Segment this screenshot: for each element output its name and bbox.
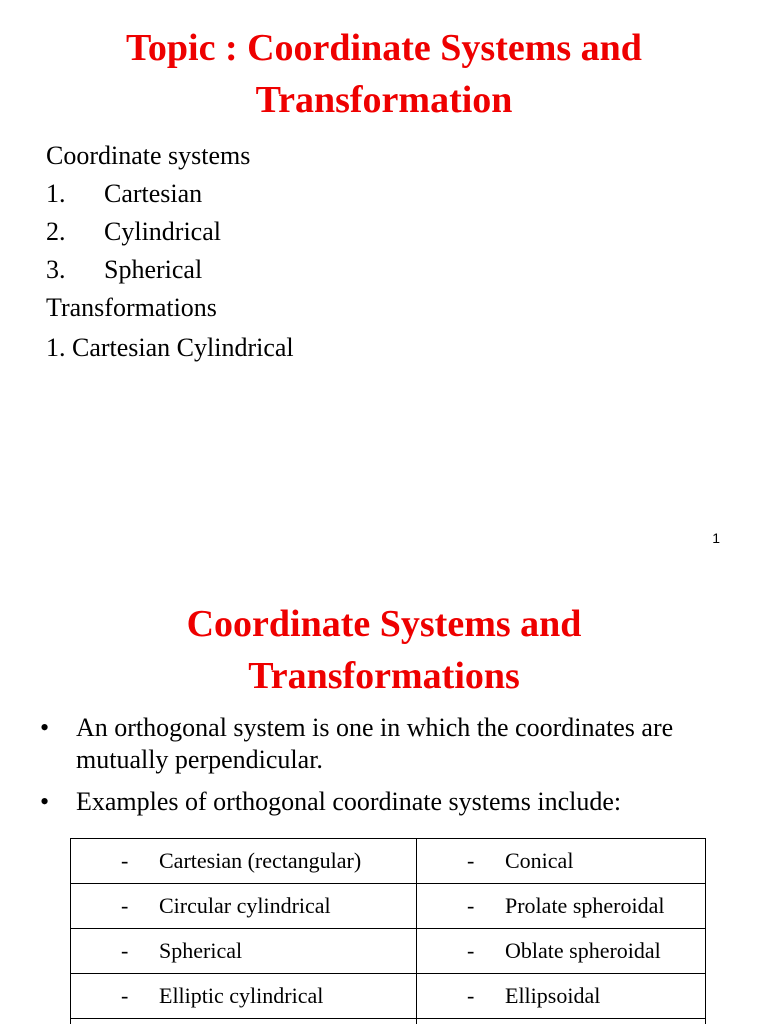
dash-icon: - [121, 938, 129, 963]
table-cell [417, 839, 706, 884]
cell-text: Circular cylindrical [159, 893, 331, 918]
table-cell [417, 974, 706, 1019]
table-row [71, 884, 706, 929]
list-item-number: 1. [46, 179, 66, 208]
dash-icon: - [121, 893, 129, 918]
coordinate-systems-heading: Coordinate systems [46, 141, 251, 170]
list-item-number: 3. [46, 255, 66, 284]
slide-1-title-line: Topic : Coordinate Systems and [126, 27, 642, 69]
dash-icon: - [121, 848, 129, 873]
list-item-label: Cylindrical [104, 217, 221, 246]
list-item-number: 2. [46, 217, 66, 246]
table-row [71, 839, 706, 884]
bullet-icon: • [40, 787, 50, 816]
dash-icon: - [467, 938, 475, 963]
cell-text: Cartesian (rectangular) [159, 848, 362, 873]
slide-2-title-line: Transformations [248, 655, 520, 697]
table-row [71, 1019, 706, 1024]
cell-text: Oblate spheroidal [505, 938, 661, 963]
dash-icon: - [467, 848, 475, 873]
page-number: 1 [712, 530, 720, 546]
bullet-item [40, 786, 740, 818]
bullet-item [40, 712, 740, 776]
bullet-list [40, 712, 740, 828]
transformations-heading: Transformations [46, 293, 217, 322]
slide-1-title [0, 22, 768, 126]
table-cell [417, 884, 706, 929]
table-cell [417, 1019, 706, 1024]
cell-text: Ellipsoidal [505, 983, 601, 1008]
list-item [46, 213, 294, 251]
bullet-text: Examples of orthogonal coordinate systems include: [76, 787, 622, 816]
table-cell [71, 1019, 417, 1024]
slide-2-title-line: Coordinate Systems and [186, 603, 582, 645]
table-cell [71, 839, 417, 884]
dash-icon: - [467, 983, 475, 1008]
bullet-text: An orthogonal system is one in which the coordinates are mutually perpendicular. [76, 713, 674, 774]
dash-icon: - [121, 983, 129, 1008]
slide-2 [0, 576, 768, 1024]
bullet-icon: • [40, 713, 50, 742]
cell-text: Conical [505, 848, 574, 873]
list-item-label: Cartesian [104, 179, 203, 208]
table-cell [417, 929, 706, 974]
table-cell [71, 884, 417, 929]
table-cell [71, 974, 417, 1019]
dash-icon: - [467, 893, 475, 918]
slide-1-title-line: Transformation [255, 79, 513, 121]
list-item [46, 175, 294, 213]
list-item [46, 251, 294, 289]
slide-2-title [0, 598, 768, 702]
cell-text: Elliptic cylindrical [159, 983, 324, 1008]
cell-text: Prolate spheroidal [505, 893, 665, 918]
list-item-label: Spherical [104, 255, 203, 284]
slide-1-content [46, 137, 294, 367]
coordinate-systems-table [70, 838, 706, 1024]
table-row [71, 974, 706, 1019]
cell-text: Spherical [159, 938, 243, 963]
table-cell [71, 929, 417, 974]
transformation-item: 1. Cartesian Cylindrical [46, 333, 294, 362]
table-row [71, 929, 706, 974]
